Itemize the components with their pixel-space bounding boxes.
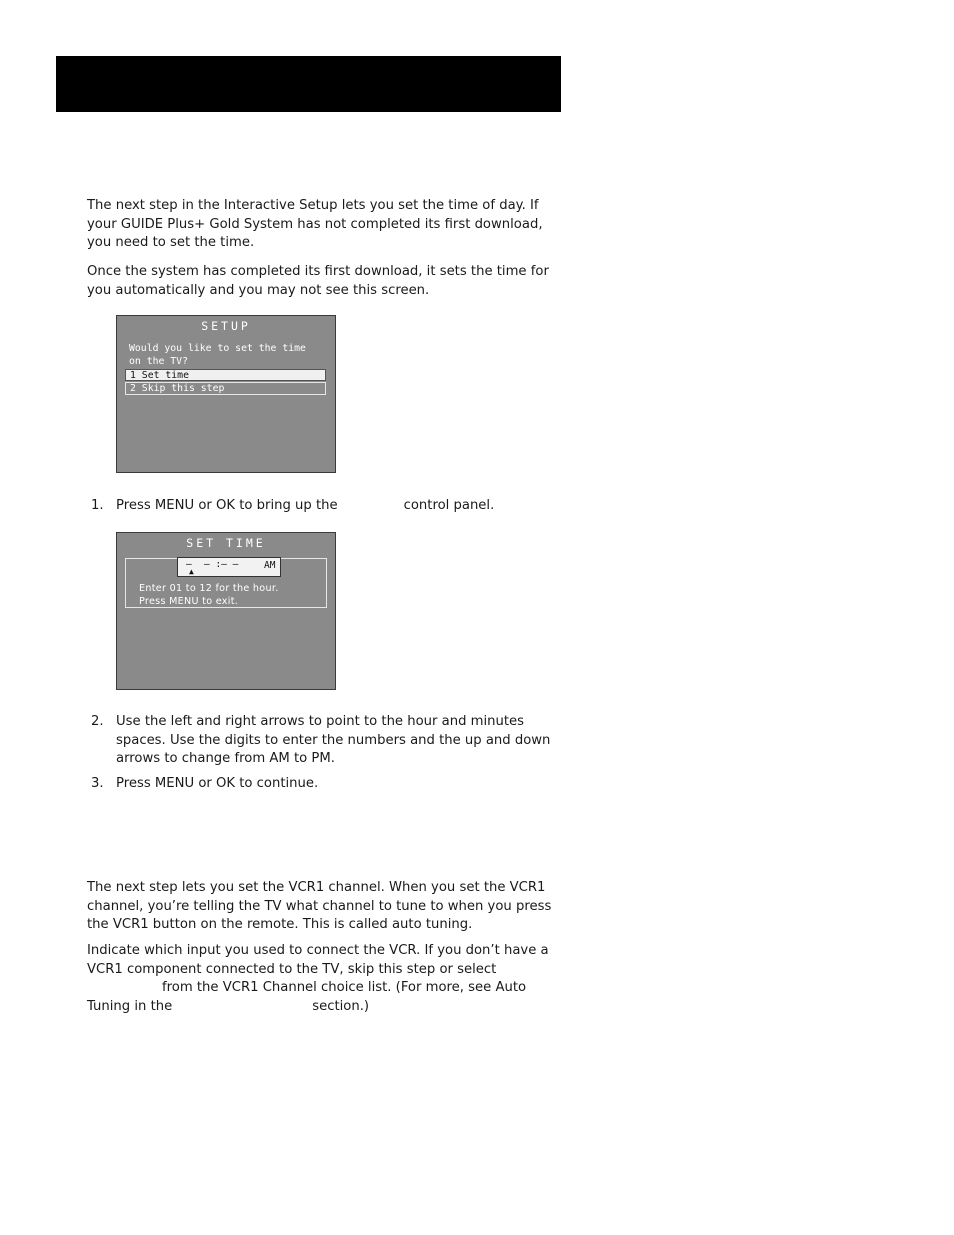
intro-paragraph-1: The next step in the Interactive Setup lets you set the time of day. If your GUIDE Plus+ Gold System has not completed its first download, you need to set the time. xyxy=(87,198,543,250)
step-2-text: Use the left and right arrows to point to the hour and minutes spaces. Use the digits to enter the numbers and the up and down arrows to change from AM to PM. xyxy=(116,714,551,766)
intro-paragraph-2: Once the system has completed its first download, it sets the time for you automatically and you may not see this screen. xyxy=(87,264,549,298)
setup-option-skip-step[interactable]: 2 Skip this step xyxy=(125,382,326,395)
setup-question-line-1: Would you like to set the time xyxy=(129,343,306,354)
set-time-screen xyxy=(116,532,336,690)
set-time-hint-2: Press MENU to exit. xyxy=(139,596,239,607)
set-time-hint-1: Enter 01 to 12 for the hour. xyxy=(139,583,279,594)
step-2 xyxy=(87,713,557,769)
vcr-paragraph-2-line-4b: section.) xyxy=(312,998,370,1014)
step-1-number: 1. xyxy=(91,498,104,513)
vcr-paragraph-2-line-4a: Tuning in the xyxy=(87,998,173,1014)
vcr-paragraph-1: The next step lets you set the VCR1 channel. When you set the VCR1 channel, you’re telling the TV what channel to tune to when you press the VCR1 button on the remote. This is called auto tuning. xyxy=(87,880,552,932)
step-3-text: Press MENU or OK to continue. xyxy=(116,776,319,791)
set-time-screen-title: SET TIME xyxy=(186,536,266,550)
cursor-up-arrow-icon: ▲ xyxy=(189,567,194,576)
time-minute-field[interactable]: — :— — xyxy=(204,559,239,570)
time-entry-field[interactable] xyxy=(177,557,281,577)
step-1-text-after: control panel. xyxy=(403,498,495,513)
step-1-text-before: Press MENU or OK to bring up the xyxy=(116,498,338,513)
vcr-paragraph-2-line-2: VCR1 component connected to the TV, skip this step or select xyxy=(87,961,497,977)
vcr-paragraph-2-line-1: Indicate which input you used to connect the VCR. If you don’t have a xyxy=(87,943,549,958)
time-ampm-field[interactable]: AM xyxy=(264,560,276,571)
step-3-number: 3. xyxy=(91,776,104,791)
setup-question-line-2: on the TV? xyxy=(129,356,188,367)
setup-screen-title: SETUP xyxy=(201,319,251,333)
setup-option-set-time[interactable]: 1 Set time xyxy=(125,369,326,381)
setup-screen xyxy=(116,315,336,473)
vcr-paragraph-2 xyxy=(87,942,567,1016)
vcr-paragraph-2-line-3: from the VCR1 Channel choice list. (For more, see Auto xyxy=(162,980,527,995)
time-hour-field[interactable]: — xyxy=(186,559,192,570)
header-bar xyxy=(56,56,561,112)
step-2-number: 2. xyxy=(91,714,104,729)
